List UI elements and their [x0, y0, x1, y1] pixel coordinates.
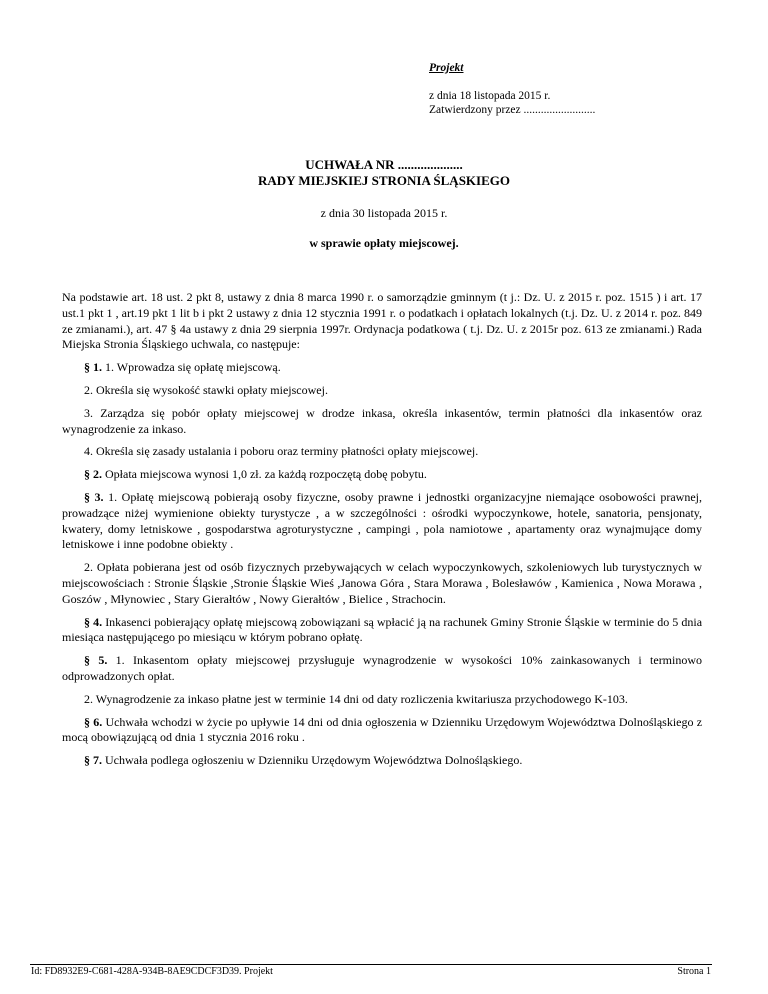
council-name: RADY MIEJSKIEJ STRONIA ŚLĄSKIEGO: [258, 173, 510, 188]
preamble: Na podstawie art. 18 ust. 2 pkt 8, ustawy z dnia 8 marca 1990 r. o samorządzie gminnym (t j.: Dz. U. z 2015 r. poz. 1515 ) i art. 17 ust.1 pkt 1 , art.19 pkt 1 lit b i pkt 2 ustawy z dnia 12 stycznia 1991 r. o podatkach i opłatach lokalnych (t.j. Dz. U. z 2014 r. poz. 849 ze zmianami.), art. 47 § 4a ustawy z dnia 29 sierpnia 1997r. Ordynacja podatkowa ( t.j. Dz. U. z 2015r poz. 613 ze zmianami.) Rada Miejska Stronia Śląskiego uchwala, co następuje:: [62, 290, 702, 352]
resolution-number: UCHWAŁA NR ....................: [305, 157, 463, 172]
section-5-label: § 5.: [84, 653, 108, 668]
section-1-item-3: 3. Zarządza się pobór opłaty miejscowej w drodze inkasa, określa inkasentów, termin płatności dla inkasentów oraz wynagrodzenie za inkaso.: [62, 405, 702, 436]
section-3-item-2: 2. Opłata pobierana jest od osób fizycznych przebywających w celach wypoczynkowych, szkoleniowych lub turystycznych w miejscowościach : Stronie Śląskie ,Stronie Śląskie Wieś ,Janowa Góra , Stara Morawa , Bolesławów , Kamienica , Nowa Morawa , Goszów , Młynowiec , Stary Gierałtów , Nowy Gierałtów , Bielice , Strachocin.: [62, 560, 702, 606]
footer-page-number: Strona 1: [677, 966, 711, 977]
section-4: § 4. Inkasenci pobierający opłatę miejscową zobowiązani są wpłacić ją na rachunek Gminy Stronie Śląskie w terminie do 5 dnia miesiąca następującego po miesiącu w którym pobrano opłatę.: [62, 614, 703, 645]
section-5-item-1: § 5. 1. Inkasentom opłaty miejscowej przysługuje wynagrodzenie w wysokości 10% zainkasowanych i terminowo odprowadzonych opłat.: [62, 653, 703, 683]
section-6-label: § 6.: [84, 714, 103, 729]
section-3-label: § 3.: [84, 489, 104, 504]
resolution-title: [0, 157, 768, 189]
projekt-label: Projekt: [429, 62, 464, 74]
resolution-subject: w sprawie opłaty miejscowej.: [309, 236, 459, 250]
resolution-date: z dnia 30 listopada 2015 r.: [320, 206, 448, 220]
section-2-label: § 2.: [84, 467, 102, 482]
header-block: [429, 61, 595, 117]
approved-by-line: Zatwierdzony przez .........................: [429, 104, 596, 116]
footer-divider: [30, 964, 712, 965]
section-1-item-2: 2. Określa się wysokość stawki opłaty miejscowej.: [84, 382, 328, 397]
section-7-label: § 7.: [84, 753, 102, 768]
section-2: § 2. Opłata miejscowa wynosi 1,0 zł. za każdą rozpoczętą dobę pobytu.: [84, 467, 427, 482]
section-1-item-1: § 1. 1. Wprowadza się opłatę miejscową.: [84, 360, 281, 375]
section-3-item-1: § 3. 1. Opłatę miejscową pobierają osoby fizyczne, osoby prawne i jednostki organizacyjne niemające osobowości prawnej, prowadzące niżej wymienione obiekty turystycze , a w szczególności : ośrodki wypoczynkowe, hotele, sanatoria, pensjonaty, kwatery, domy letniskowe , gospodarstwa agroturystyczne , campingi , pola namiotowe , apartamenty oraz wynajmujące domy letniskowe i inne podobne obiekty .: [62, 489, 703, 552]
section-5-item-2: 2. Wynagrodzenie za inkaso płatne jest w terminie 14 dni od daty rozliczenia kwitariusza przychodowego K-103.: [84, 691, 628, 706]
header-date: z dnia 18 listopada 2015 r.: [429, 90, 551, 102]
section-4-label: § 4.: [84, 614, 103, 629]
section-1-item-4: 4. Określa się zasady ustalania i poboru oraz terminy płatności opłaty miejscowej.: [84, 444, 479, 459]
section-7: § 7. Uchwała podlega ogłoszeniu w Dzienniku Urzędowym Województwa Dolnośląskiego.: [84, 753, 523, 768]
section-1-label: § 1.: [84, 360, 102, 375]
section-6: § 6. Uchwała wchodzi w życie po upływie 14 dni od dnia ogłoszenia w Dzienniku Urzędowym Województwa Dolnośląskiego z mocą obowiązującą od dnia 1 stycznia 2016 roku .: [62, 714, 703, 745]
footer-document-id: Id: FD8932E9-C681-428A-934B-8AE9CDCF3D39. Projekt: [31, 966, 273, 977]
document-body: [62, 290, 702, 769]
